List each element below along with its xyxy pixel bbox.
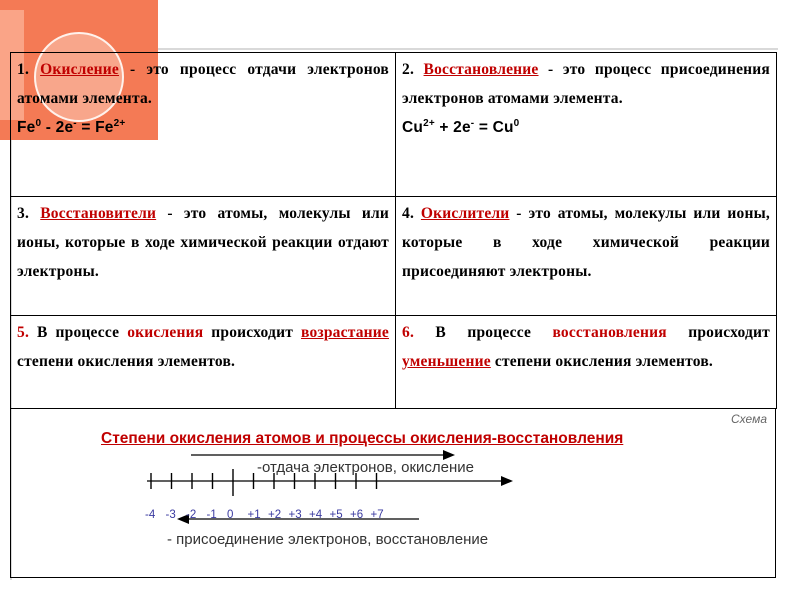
term-increase: возрастание: [301, 324, 389, 341]
cell-oxidation: [11, 53, 396, 197]
oxidation-note: -отдача электронов, окисление: [257, 459, 474, 476]
axis-tick-label: -2: [186, 509, 197, 521]
axis-tick-label: 0: [227, 509, 234, 521]
definitions-table: [10, 52, 777, 409]
cell-reduction: [396, 53, 777, 197]
definition-text: - это атомы, молекулы или ионы, которые в ходе химической реакции отдают электроны.: [17, 205, 390, 280]
cell-number: 3.: [17, 205, 30, 222]
scheme-label: Схема: [731, 412, 767, 426]
axis-tick-label: -1: [206, 509, 217, 521]
axis-tick-label: -4: [145, 509, 156, 521]
oxidation-scheme: [10, 408, 776, 578]
cell-number: 5.: [17, 324, 30, 341]
axis-tick-label: +1: [247, 509, 261, 521]
cell-reduction-decrease: 6. В процессе восстановления происходит уменьшение степени окисления элементов.: [396, 316, 777, 409]
term-decrease: уменьшение: [402, 353, 491, 370]
axis-tick-label: +4: [309, 509, 323, 521]
reduction-note: - присоединение электронов, восстановлениe: [167, 531, 489, 548]
axis-tick-label: +5: [329, 509, 343, 521]
cell-number: 4.: [402, 205, 415, 222]
term-reduction: Восстановление: [423, 61, 539, 78]
cell-reducers: [11, 197, 396, 316]
axis-tick-label: +2: [268, 509, 282, 521]
keyword-oxidation: окисления: [127, 324, 204, 341]
number-line-arrow-head: [501, 476, 513, 486]
equation-fe: $Fe^0 - 2e^- = Fe^{2+}$: [17, 118, 126, 136]
definition-text: - это атомы, молекулы или ионы, которые в ходе химической реакции присоединяют электроны.: [402, 205, 770, 280]
axis-tick-label: -3: [165, 509, 176, 521]
cell-oxidation-increase: 5. В процессе окисления происходит возрастание степени окисления элементов.: [11, 316, 396, 409]
cell-number: 1.: [17, 61, 30, 78]
oxidation-arrow-head: [443, 450, 455, 460]
equation-cu: $Cu^{2+} + 2e^- = Cu^0$: [402, 118, 520, 136]
cell-number: 2.: [402, 61, 415, 78]
cell-number: 6.: [402, 324, 415, 341]
term-reducers: Восстановители: [40, 205, 157, 222]
definition-text: - это процесс отдачи электронов атомами элемента.: [17, 61, 390, 107]
term-oxidizers: Окислители: [420, 205, 510, 222]
axis-tick-label: +3: [288, 509, 302, 521]
keyword-reduction: восстановления: [552, 324, 667, 341]
oxidation-state-axis: [11, 408, 777, 578]
decorative-line-top: [158, 48, 778, 50]
scheme-title: Степени окисления атомов и процессы окисления-восстановления: [101, 430, 624, 447]
definition-text: - это процесс присоединения электронов атомами элемента.: [402, 61, 770, 107]
cell-oxidizers: [396, 197, 777, 316]
term-oxidation: Окисление: [40, 61, 119, 78]
axis-tick-label: +6: [350, 509, 364, 521]
axis-tick-label: +7: [370, 509, 384, 521]
